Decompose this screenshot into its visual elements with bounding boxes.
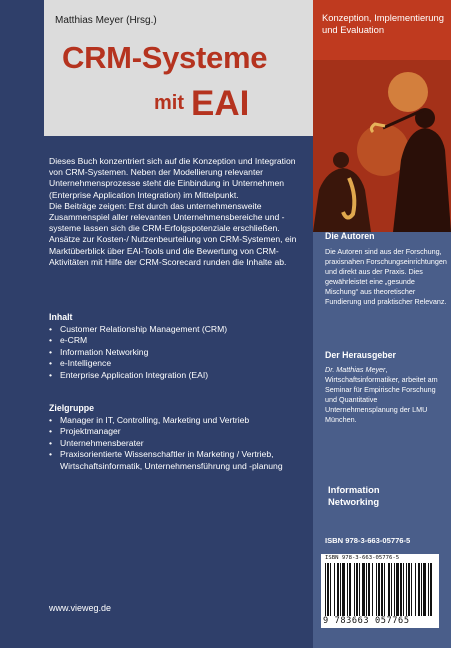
title-mit: mit [154,92,184,114]
book-title: CRM-Systeme [62,40,268,75]
book-subtitle: Konzeption, Implementierung und Evaluation [322,12,444,35]
list-item: • Unternehmensberater [49,438,311,449]
photo-banner [313,0,451,232]
list-item: • Projektmanager [49,426,311,437]
editor-heading: Der Herausgeber [325,350,396,360]
barcode-bar [337,563,339,616]
barcode-bar [415,563,416,616]
barcode-bar [418,563,420,616]
list-item: • e-Intelligence [49,358,311,369]
title-eai: EAI [191,84,250,123]
list-item: • Enterprise Application Integration (EAI) [49,370,311,381]
contents-list [49,324,311,381]
barcode-bar [381,563,383,616]
barcode-bar [423,563,426,616]
barcode-bar [342,563,345,616]
barcode-bar [388,563,390,616]
publisher-website: www.vieweg.de [49,603,112,613]
barcode-isbn-text: ISBN 978-3-663-05776-5 [325,555,400,561]
barcode-bar [330,563,331,616]
barcode-bar [354,563,355,616]
isbn-label: ISBN 978-3-663-05776-5 [325,536,411,545]
barcode-bar [362,563,365,616]
side-panel [313,0,451,648]
list-item: • Praxisorientierte Wissenschaftler in Marketing / Vertrieb, Wirtschaftsinformatik, Unternehmensführung und -planung [49,449,311,472]
intro-paragraph-1: Dieses Buch konzentriert sich auf die Konzeption und Integration von CRM-Systemen. Neben der Modellierung relevanter Unternehmensprozesse steht die Einbindung in Unternehmen (Enterprise Application Integration) im Mittelpunkt. [49,156,296,200]
barcode-bar [403,563,404,616]
barcode-bar [327,563,329,616]
barcode-bar [325,563,326,616]
barcode-bar [396,563,399,616]
intro-paragraph-2: Die Beiträge zeigen: Erst durch das unternehmensweite Zusammenspiel aller relevanten Unternehmensbereiche und -systeme lassen sich die CRM-Erfolgspotenziale erschließen. Ansätze zur Kosten-/ Nutzenbeurteilung von CRM-Systemen, ein Marktüberblick über EAI-Tools und die Bewertung von CRM-Aktivitäten mit Hilfe der CRM-Scorecard runden die Inhalte ab. [49,200,297,267]
barcode-bar [406,563,407,616]
barcode-bar [368,563,370,616]
barcode-bar [366,563,367,616]
barcode-bar [376,563,377,616]
list-item: • Information Networking [49,347,311,358]
list-item: • Customer Relationship Management (CRM) [49,324,311,335]
barcode-bar [356,563,358,616]
barcode-bar [340,563,341,616]
list-item: • Manager in IT, Controlling, Marketing und Vertrieb [49,415,311,426]
barcode [321,554,439,628]
audience-list [49,415,311,472]
category-line-1: Information [328,484,380,495]
barcode-bar [394,563,395,616]
authors-text: Die Autoren sind aus der Forschung, praxisnahen Forschungseinrichtungen und direkt aus der Praxis. Dies gewährleistet eine „gesunde Mischung“ aus theoretischer Fundierung und praktischer Relevanz. [325,247,447,306]
barcode-bar [359,563,360,616]
barcode-bar [349,563,351,616]
barcode-bar [430,563,432,616]
barcode-bars-image [325,563,435,616]
category-label [328,484,380,508]
barcode-bar [411,563,412,616]
barcode-bar [334,563,335,616]
barcode-digits: 9 783663 057765 [323,616,410,626]
editor-text [325,365,447,424]
barcode-bar [347,563,348,616]
intro-text [49,156,306,268]
audience-heading: Zielgruppe [49,403,94,413]
barcode-bar [428,563,429,616]
barcode-bar [408,563,410,616]
barcode-bar [372,563,373,616]
editor-credit: Matthias Meyer (Hrsg.) [55,15,157,26]
barcode-bar [421,563,422,616]
editor-name: Dr. Matthias Meyer [325,365,386,374]
editor-description: , Wirtschaftsinformatiker, arbeitet am Seminar für Empirische Forschung und Quantitative Unternehmensplanung der LMU München. [325,365,438,424]
list-item: • e-CRM [49,335,311,346]
barcode-bar [378,563,380,616]
barcode-bar [400,563,402,616]
book-title-line2 [154,84,249,124]
category-line-2: Networking [328,496,380,507]
authors-heading: Die Autoren [325,231,375,241]
barcode-bar [384,563,385,616]
contents-heading: Inhalt [49,312,73,322]
barcode-bar [391,563,392,616]
